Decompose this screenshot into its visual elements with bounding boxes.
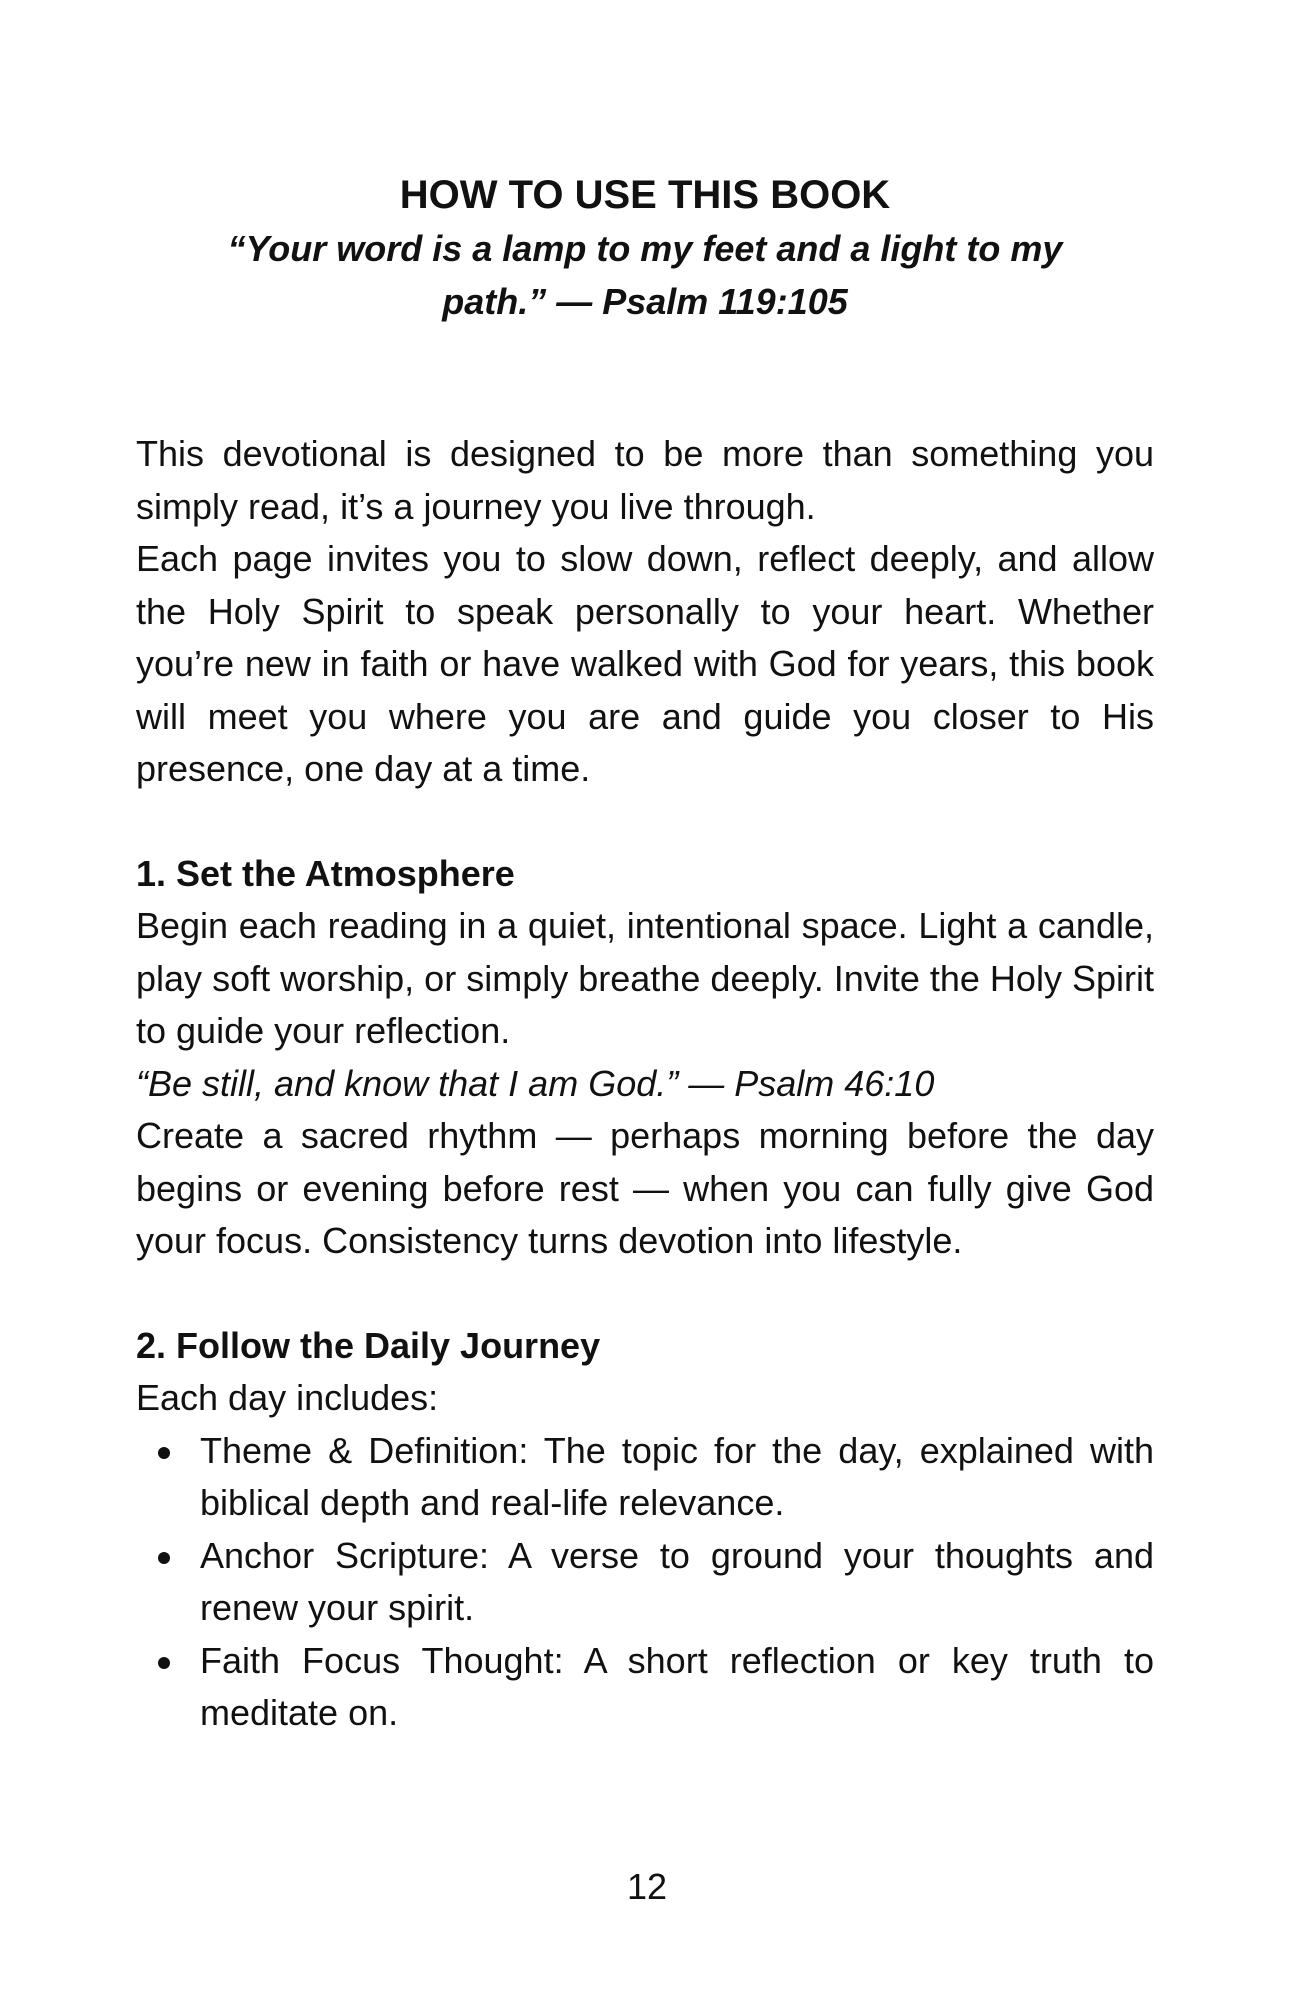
bullet-icon — [158, 1657, 170, 1669]
page-number: 12 — [626, 1866, 668, 1907]
bullet-icon — [158, 1552, 170, 1564]
list-item-text: Theme & Definition: The topic for the day, explained with biblical depth and real-life relevance. — [200, 1429, 1154, 1523]
list-item-text: Faith Focus Thought: A short reflection or key truth to meditate on. — [200, 1639, 1154, 1733]
daily-journey-list — [136, 1425, 1154, 1740]
section-1-paragraph-2: Create a sacred rhythm — perhaps morning before the day begins or evening before rest — when you can fully give God your focus. Consistency turns devotion into lifestyle. — [136, 1115, 1154, 1261]
intro-paragraph-1: This devotional is designed to be more than something you simply read, it’s a journey you live through. — [136, 433, 1154, 527]
list-item — [136, 1530, 1154, 1635]
bullet-icon — [158, 1447, 170, 1459]
page-title: HOW TO USE THIS BOOK — [399, 173, 891, 217]
epigraph-quote: “Your word is a lamp to my feet and a light to my path.” — Psalm 119:105 — [227, 228, 1063, 322]
section-2-heading: 2. Follow the Daily Journey — [136, 1324, 601, 1366]
list-item-text: Anchor Scripture: A verse to ground your thoughts and renew your spirit. — [200, 1534, 1154, 1628]
page-content — [136, 168, 1154, 1740]
section-2-lead: Each day includes: — [136, 1377, 439, 1418]
section-1-quote: “Be still, and know that I am God.” — Psalm 46:10 — [136, 1062, 935, 1104]
section-1-heading: 1. Set the Atmosphere — [136, 852, 515, 894]
list-item — [136, 1425, 1154, 1530]
section-1-paragraph-1: Begin each reading in a quiet, intentional space. Light a candle, play soft worship, or simply breathe deeply. Invite the Holy Spirit to guide your reflection. — [136, 905, 1154, 1051]
intro-paragraph-2: Each page invites you to slow down, reflect deeply, and allow the Holy Spirit to speak personally to your heart. Whether you’re new in faith or have walked with God for years, this book will meet you where you are and guide you closer to His presence, one day at a time. — [136, 538, 1154, 789]
list-item — [136, 1635, 1154, 1740]
